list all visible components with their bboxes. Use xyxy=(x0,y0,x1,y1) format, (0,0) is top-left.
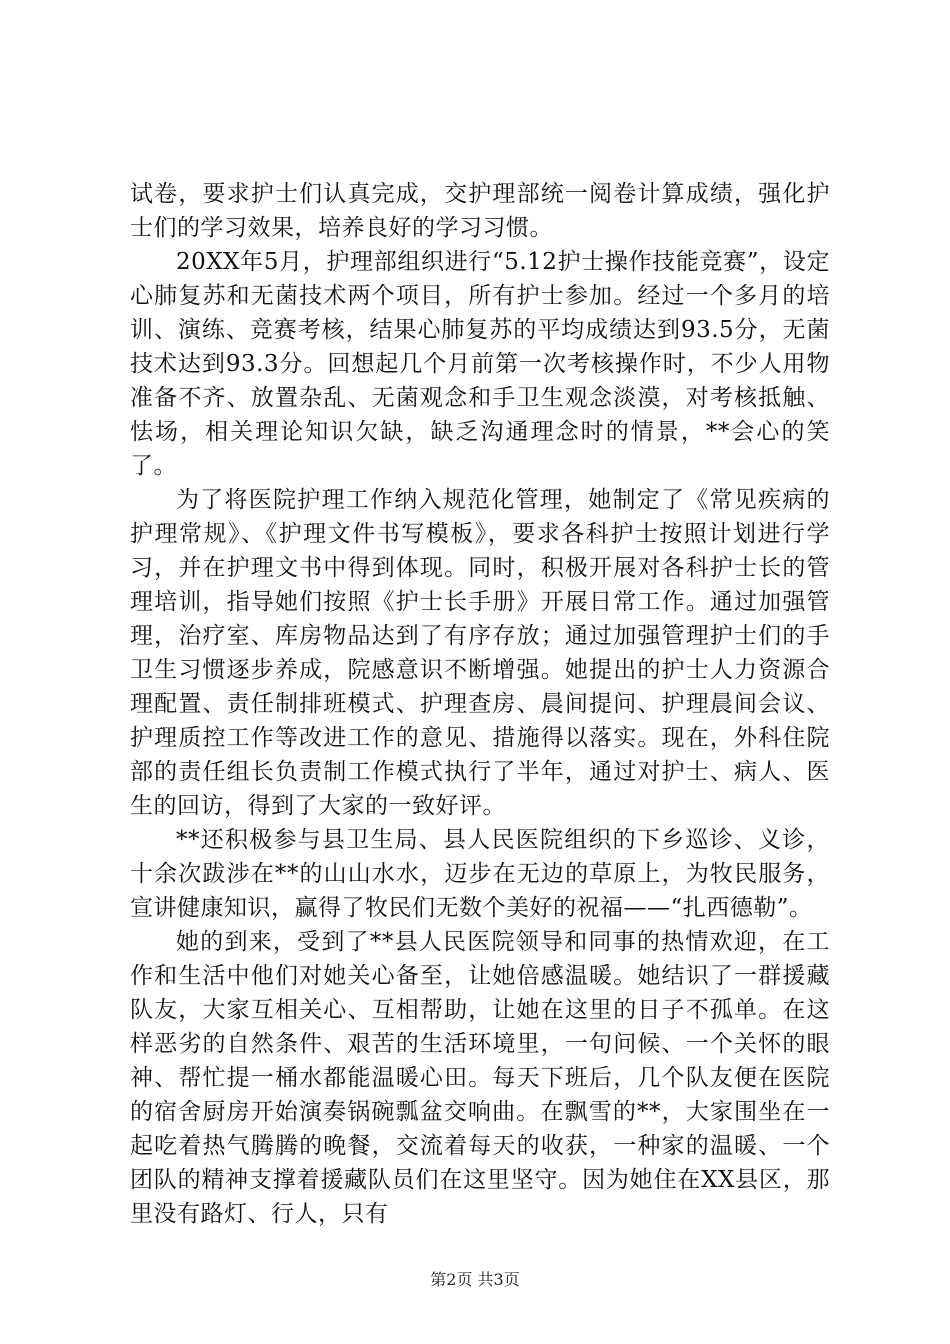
document-body xyxy=(130,177,830,1231)
page-number-footer: 第2页 共3页 xyxy=(430,1270,520,1289)
paragraph-3: 为了将医院护理工作纳入规范化管理，她制定了《常见疾病的护理常规》、《护理文件书写模板》，要求各科护士按照计划进行学习，并在护理文书中得到体现。同时，积极开展对各科护士长的管理培训，指导她们按照《护士长手册》开展日常工作。通过加强管理，治疗室、库房物品达到了有序存放；通过加强管理护士们的手卫生习惯逐步养成，院感意识不断增强。她提出的护士人力资源合理配置、责任制排班模式、护理查房、晨间提问、护理晨间会议、护理质控工作等改进工作的意见、措施得以落实。现在，外科住院部的责任组长负责制工作模式执行了半年，通过对护士、病人、医生的回访，得到了大家的一致好评。 xyxy=(130,487,830,819)
paragraph-2: 20XX年5月，护理部组织进行“5.12护士操作技能竞赛”，设定心肺复苏和无菌技术两个项目，所有护士参加。经过一个多月的培训、演练、竞赛考核，结果心肺复苏的平均成绩达到93.5分，无菌技术达到93.3分。回想起几个月前第一次考核操作时，不少人用物准备不齐、放置杂乱、无菌观念和手卫生观念淡漠，对考核抵触、怯场，相关理论知识欠缺，缺乏沟通理念时的情景，**会心的笑了。 xyxy=(130,249,830,479)
paragraph-1: 试卷，要求护士们认真完成，交护理部统一阅卷计算成绩，强化护士们的学习效果，培养良好的学习习惯。 xyxy=(130,181,830,241)
paragraph-5: 她的到来，受到了**县人民医院领导和同事的热情欢迎，在工作和生活中他们对她关心备至，让她倍感温暖。她结识了一群援藏队友，大家互相关心、互相帮助，让她在这里的日子不孤单。在这样恶劣的自然条件、艰苦的生活环境里，一句问候、一个关怀的眼神、帮忙提一桶水都能温暖心田。每天下班后，几个队友便在医院的宿舍厨房开始演奏锅碗瓢盆交响曲。在飘雪的**，大家围坐在一起吃着热气腾腾的晚餐，交流着每天的收获，一种家的温暖、一个团队的精神支撑着援藏队员们在这里坚守。因为她住在XX县区，那里没有路灯、行人，只有 xyxy=(130,929,830,1227)
paragraph-4: **还积极参与县卫生局、县人民医院组织的下乡巡诊、义诊，十余次跋涉在**的山山水水，迈步在无边的草原上，为牧民服务，宣讲健康知识，赢得了牧民们无数个美好的祝福——“扎西德勒”。 xyxy=(130,827,830,921)
